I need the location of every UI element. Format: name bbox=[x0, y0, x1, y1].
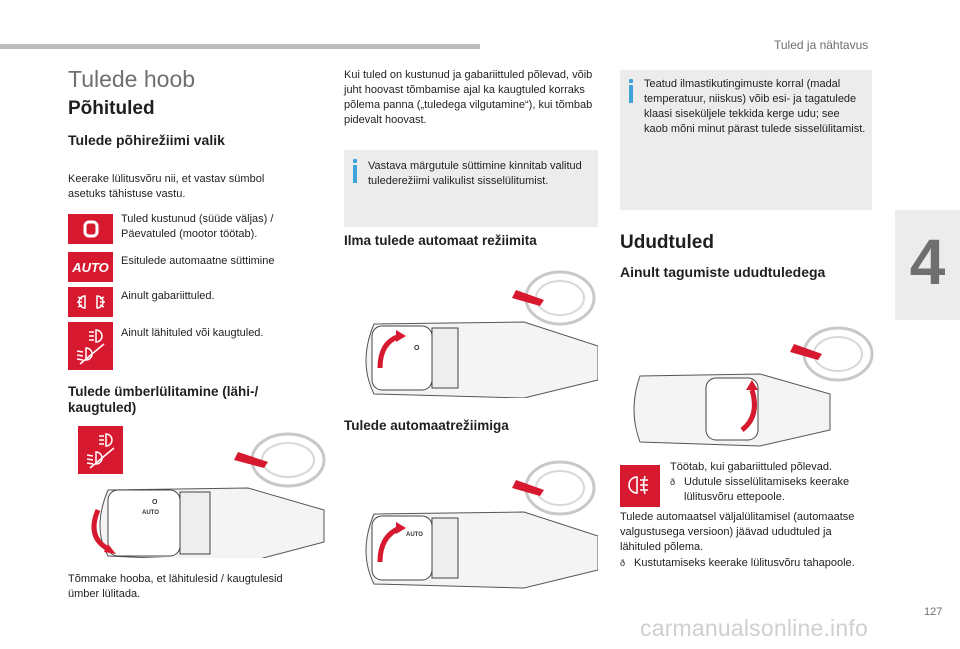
mode-text-auto: Esitulede automaatne süttimine bbox=[121, 255, 275, 267]
rear-fog-icon bbox=[620, 465, 660, 507]
fog-bullet-item: ð Udutule sisselülitamiseks keerake lülitusvõru ettepoole. bbox=[670, 475, 874, 505]
auto-heading: Tulede automaatrežiimiga bbox=[344, 418, 509, 433]
switch-text: Tõmmake hooba, et lähitulesid / kaugtulesid ümber lülitada. bbox=[68, 573, 283, 600]
page-number: 127 bbox=[924, 606, 943, 618]
off-icon bbox=[68, 214, 113, 244]
mode-text-parking: Ainult gabariittuled. bbox=[121, 290, 215, 302]
low-high-beam-icon bbox=[68, 322, 113, 370]
header-bar bbox=[0, 44, 480, 49]
info-text-indicator: Vastava märgutule süttimine kinnitab valitud tulederežiimi valikulist sisselülitumist. bbox=[368, 160, 582, 187]
mode-text-off: Tuled kustunud (süüde väljas) / Päevatuled (mootor töötab). bbox=[121, 213, 274, 240]
lever-illustration-auto bbox=[344, 452, 598, 592]
auto-off-text: Tulede automaatsel väljalülitamisel (automaatse valgustusega versioon) jäävad ududtuled ja lähituled põlema. bbox=[620, 511, 855, 553]
chapter-number: 4 bbox=[909, 226, 946, 298]
mode-intro: Keerake lülitusvõru nii, et vastav sümbol asetuks tähistuse vastu. bbox=[68, 173, 265, 200]
auto-off-bullet-list bbox=[620, 556, 870, 571]
lever-illustration-no-auto bbox=[344, 262, 598, 398]
lever-label-off: O bbox=[152, 499, 158, 506]
watermark: carmanualsonline.info bbox=[640, 615, 868, 641]
auto-off-bullet-item: ð Kustutamiseks keerake lülitusvõru tahapoole. bbox=[620, 556, 870, 571]
auto-icon bbox=[68, 252, 113, 282]
mode-heading: Tulede põhirežiimi valik bbox=[68, 132, 225, 148]
lever-illustration-fog bbox=[620, 320, 876, 448]
auto-icon-label: AUTO bbox=[72, 259, 109, 275]
info-icon-2 bbox=[629, 79, 633, 103]
info-icon bbox=[353, 159, 357, 183]
parking-lights-icon bbox=[68, 287, 113, 317]
no-auto-heading: Ilma tulede automaat režiimita bbox=[344, 233, 537, 248]
rear-fog-heading: Ainult tagumiste ududtuledega bbox=[620, 264, 826, 280]
info-box-condensation bbox=[620, 70, 872, 210]
chapter-title: Tuled ja nähtavus bbox=[774, 38, 869, 52]
section-title: Põhituled bbox=[68, 98, 155, 119]
mode-text-beam: Ainult lähituled või kaugtuled. bbox=[121, 327, 264, 339]
switch-heading: Tulede ümberlülitamine (lähi-/ kaugtuled) bbox=[68, 384, 259, 415]
fog-title: Ududtuled bbox=[620, 232, 714, 253]
info-box-indicator bbox=[344, 150, 598, 227]
fog-text: Töötab, kui gabariittuled põlevad. bbox=[670, 461, 833, 473]
lever-label-auto: AUTO bbox=[142, 510, 159, 516]
lever-label-auto-2: AUTO bbox=[406, 532, 423, 538]
fog-bullet-list bbox=[670, 475, 874, 505]
info-text-condensation: Teatud ilmastikutingimuste korral (madal temperatuur, niiskus) võib esi- ja tagatulede klaasi siseküljele tekkida kerge udu; see kaob mõni minut pärast tulede sisselülitamist. bbox=[644, 78, 866, 135]
page-title: Tulede hoob bbox=[68, 66, 196, 92]
flash-paragraph: Kui tuled on kustunud ja gabariittuled põlevad, võib juht hoovast tõmbamise ajal ka kaugtuled korraks põlema panna („tuledega vilgutamine“), kui tõmbab pidevalt hoovast. bbox=[344, 69, 593, 126]
lever-label-off-2: O bbox=[414, 345, 420, 352]
lever-illustration-switch bbox=[78, 418, 326, 558]
